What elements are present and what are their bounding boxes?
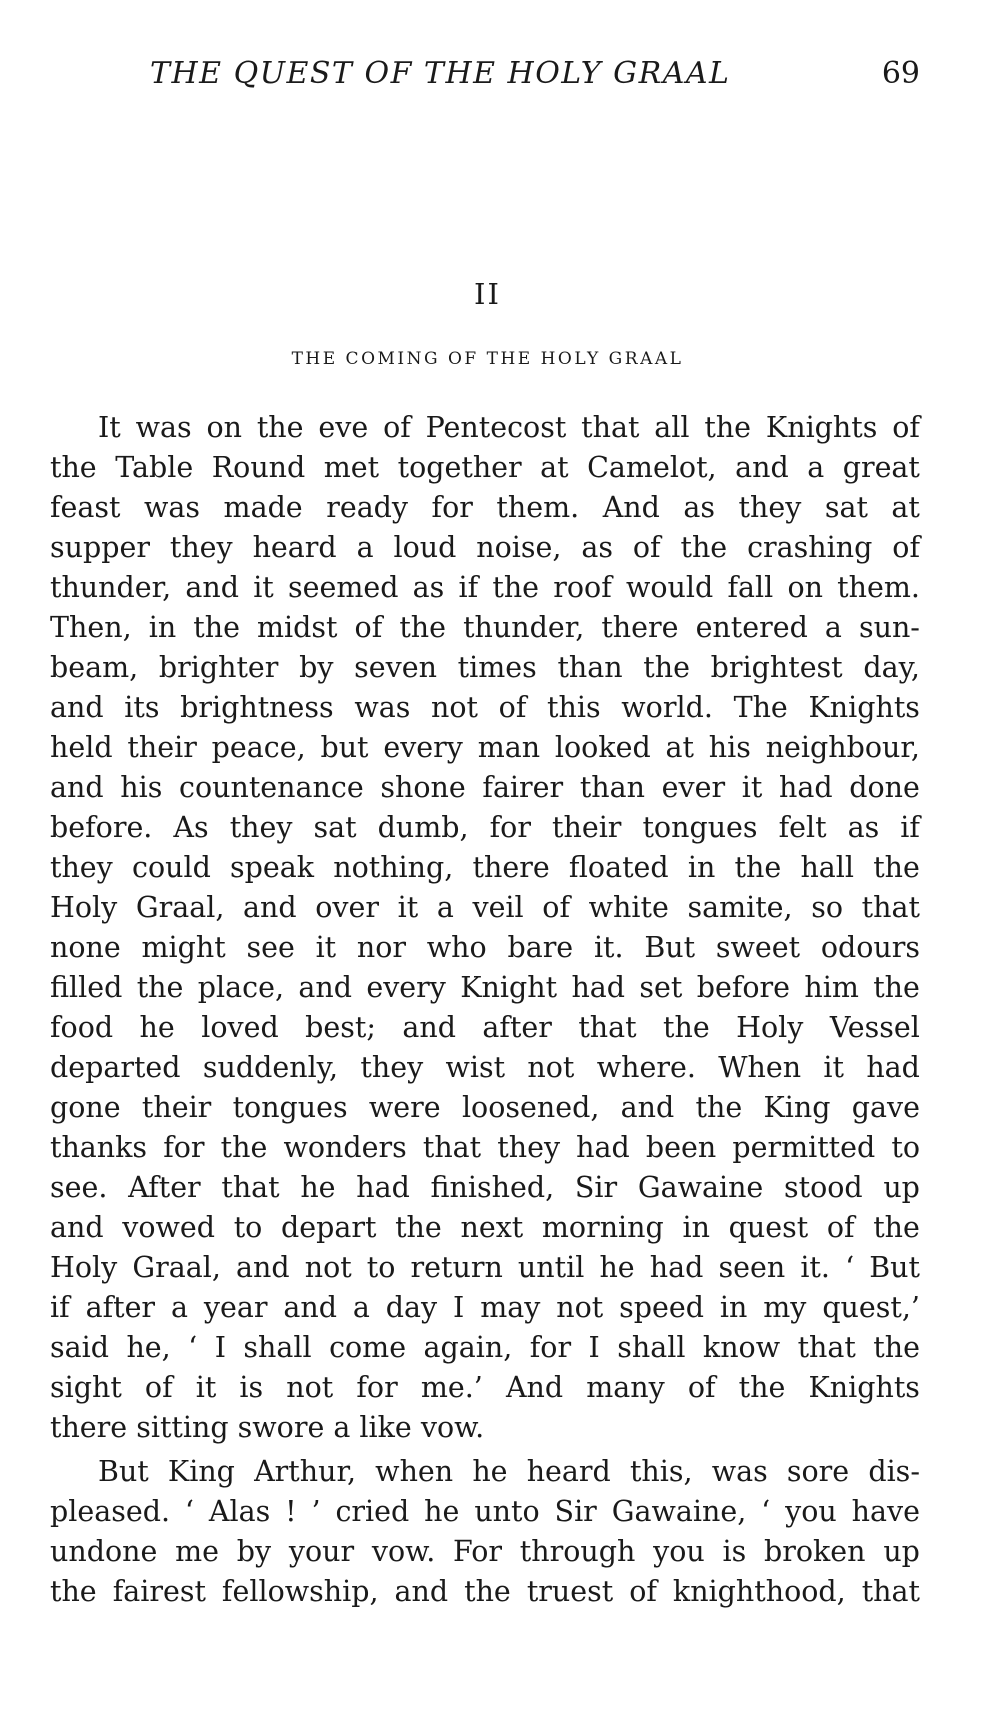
text-line: pleased. ‘ Alas ! ’ cried he unto Sir Gawaine, ‘ you have (50, 1495, 920, 1528)
text-line: filled the place, and every Knight had set before him the (50, 971, 920, 1004)
text-line: and vowed to depart the next morning in quest of the (50, 1211, 920, 1244)
text-line: sight of it is not for me.’ And many of the Knights (50, 1371, 920, 1404)
text-line: said he, ‘ I shall come again, for I shall know that the (50, 1331, 920, 1364)
text-line: Holy Graal, and not to return until he had seen it. ‘ But (50, 1251, 920, 1284)
text-line: But King Arthur, when he heard this, was sore dis- (98, 1455, 920, 1488)
text-line: none might see it nor who bare it. But sweet odours (50, 931, 920, 964)
paragraph (50, 1452, 920, 1612)
text-line: and his countenance shone fairer than ever it had done (50, 771, 920, 804)
paragraph (50, 408, 920, 1448)
text-line: food he loved best; and after that the Holy Vessel (50, 1011, 920, 1044)
text-line: feast was made ready for them. And as they sat at (50, 491, 920, 524)
text-line: see. After that he had finished, Sir Gawaine stood up (50, 1171, 920, 1204)
text-line: thanks for the wonders that they had been permitted to (50, 1131, 920, 1164)
text-line: held their peace, but every man looked at his neighbour, (50, 731, 920, 764)
text-line: before. As they sat dumb, for their tongues felt as if (50, 811, 920, 844)
text-line: there sitting swore a like vow. (50, 1411, 485, 1444)
text-line: Then, in the midst of the thunder, there entered a sun- (50, 611, 920, 644)
text-line: undone me by your vow. For through you is broken up (50, 1535, 920, 1568)
text-line: Holy Graal, and over it a veil of white samite, so that (50, 891, 920, 924)
text-line: departed suddenly, they wist not where. When it had (50, 1051, 920, 1084)
text-line: gone their tongues were loosened, and the King gave (50, 1091, 920, 1124)
running-title: THE QUEST OF THE HOLY GRAAL (150, 56, 731, 91)
text-line: if after a year and a day I may not speed in my quest,’ (50, 1291, 920, 1324)
page-number: 69 (881, 56, 920, 91)
chapter-title: THE COMING OF THE HOLY GRAAL (291, 349, 684, 369)
text-line: beam, brighter by seven times than the brightest day, (50, 651, 920, 684)
text-line: the fairest fellowship, and the truest of knighthood, that (50, 1575, 920, 1608)
running-head (150, 56, 920, 100)
text-line: It was on the eve of Pentecost that all the Knights of (98, 411, 920, 444)
text-line: thunder, and it seemed as if the roof would fall on them. (50, 571, 920, 604)
text-line: supper they heard a loud noise, as of the crashing of (50, 531, 920, 564)
body-text (50, 408, 920, 1612)
chapter-number: II (474, 277, 501, 311)
text-line: the Table Round met together at Camelot, and a great (50, 451, 920, 484)
text-line: they could speak nothing, there floated in the hall the (50, 851, 920, 884)
text-line: and its brightness was not of this world. The Knights (50, 691, 920, 724)
